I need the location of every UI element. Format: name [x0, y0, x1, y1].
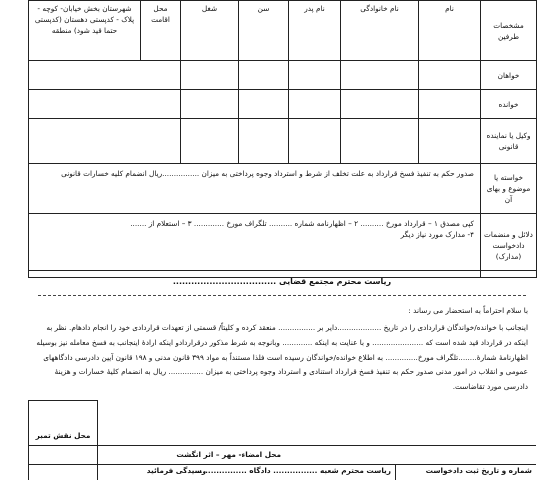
col-name: نام: [419, 1, 481, 61]
evidence-line-1: کپی مصدق ۱ – قرارداد مورخ .......... ۲ – اظهارنامه شماره .......... تلگراف مورخ ............. ۳ – استعلام از .......: [130, 219, 474, 228]
letter-title: ریاست محترم مجتمع قضایی ..................................: [172, 277, 392, 286]
defendant-age-cell[interactable]: [239, 90, 289, 119]
col-age: سن: [239, 1, 289, 61]
defendant-address-cell[interactable]: [29, 90, 181, 119]
lawyer-job-cell[interactable]: [181, 119, 239, 164]
col-address-detail: شهرستان بخش خیابان- کوچه - پلاک - کدپستی دهستان (کدپستی حتما قید شود) منطقه: [29, 1, 141, 61]
plaintiff-name-cell[interactable]: [419, 61, 481, 90]
col-address-head: محل اقامت: [141, 1, 181, 61]
evidence-line-2: ۴- مدارک مورد نیاز دیگر: [400, 230, 474, 239]
row-plaintiff-label: خواهان: [481, 61, 537, 90]
plaintiff-address-cell[interactable]: [29, 61, 181, 90]
letter-paragraph: اینجانب با خوانده/خواندگان قراردادی را در تاریخ ...................دایر بر ................ منعقد کرده و کلیتاً/ قسمتی از تعهدات قراردادی خود را انجام دادهام. نظر به اینکه در قرارداد قید شده است که ...................... و با عنایت به اینکه ............. وبانوجه به شرط مذکور درقراردادو اینکه ارادهٔ اینجانب به فسخ معامله نیز بوسیله اظهارنامهٔ شمارهٔ........تلگراف مورخ.............. به اطلاع خوانده/خواندگان رسیده است فلذا مستنداً به مواد ۳۹۹ قانون مدنی و ۱۹۸ قانون آیین دادرسی دادگاههای عمومی و انقلاب در امور مدنی صدور حکم به تنفیذ فسخ قرارداد استنادی و استرداد وجوه پرداختی به میزان ............... ریال به انضمام کلیهٔ خسارات و هزینهٔ دادرسی مورد تقاضاست.: [36, 323, 528, 392]
evidence-label: دلائل و منضمات دادخواست (مدارک): [481, 214, 537, 278]
lawyer-father-cell[interactable]: [289, 119, 341, 164]
col-father: نام پدر: [289, 1, 341, 61]
plaintiff-job-cell[interactable]: [181, 61, 239, 90]
defendant-family-cell[interactable]: [341, 90, 419, 119]
defendant-job-cell[interactable]: [181, 90, 239, 119]
request-label: خواسته یا موضوع و بهای آن: [481, 164, 537, 214]
branch-label: ریاست محترم شعبه ................ دادگاه ..................: [196, 466, 391, 475]
parties-table: [28, 0, 537, 278]
evidence-cell: [29, 214, 481, 278]
plaintiff-father-cell[interactable]: [289, 61, 341, 90]
receipt-label: رسیدگی فرمائید: [146, 466, 206, 475]
footer: [28, 446, 536, 480]
plaintiff-age-cell[interactable]: [239, 61, 289, 90]
stamp-label: محل نقش تمبر: [35, 431, 91, 440]
defendant-father-cell[interactable]: [289, 90, 341, 119]
lawyer-name-cell[interactable]: [419, 119, 481, 164]
footer-column-divider: [395, 464, 396, 480]
col-family: نام خانوادگی: [341, 1, 419, 61]
row-lawyer-label: وکیل یا نماینده قانونی: [481, 119, 537, 164]
lawyer-family-cell[interactable]: [341, 119, 419, 164]
row-defendant-label: خوانده: [481, 90, 537, 119]
letter-greeting: با سلام احتراماً به استحضار می رساند :: [408, 306, 528, 315]
letter-body: [28, 270, 536, 446]
registration-label: شماره و تاریخ ثبت دادخواست: [425, 466, 532, 475]
plaintiff-family-cell[interactable]: [341, 61, 419, 90]
request-text: صدور حکم به تنفیذ فسخ قرارداد به علت تخلف از شرط و استرداد وجوه پرداختی به میزان ................ریال انضمام کلیه خسارات قانونی: [29, 164, 481, 214]
footer-divider: [28, 464, 536, 465]
dashed-divider: [38, 295, 526, 296]
signature-label: محل امضاء- مهر – اثر انگشت: [176, 450, 281, 459]
lawyer-age-cell[interactable]: [239, 119, 289, 164]
col-spec: مشخصات طرفین: [481, 1, 537, 61]
lawyer-address-cell[interactable]: [29, 119, 181, 164]
defendant-name-cell[interactable]: [419, 90, 481, 119]
col-job: شغل: [181, 1, 239, 61]
